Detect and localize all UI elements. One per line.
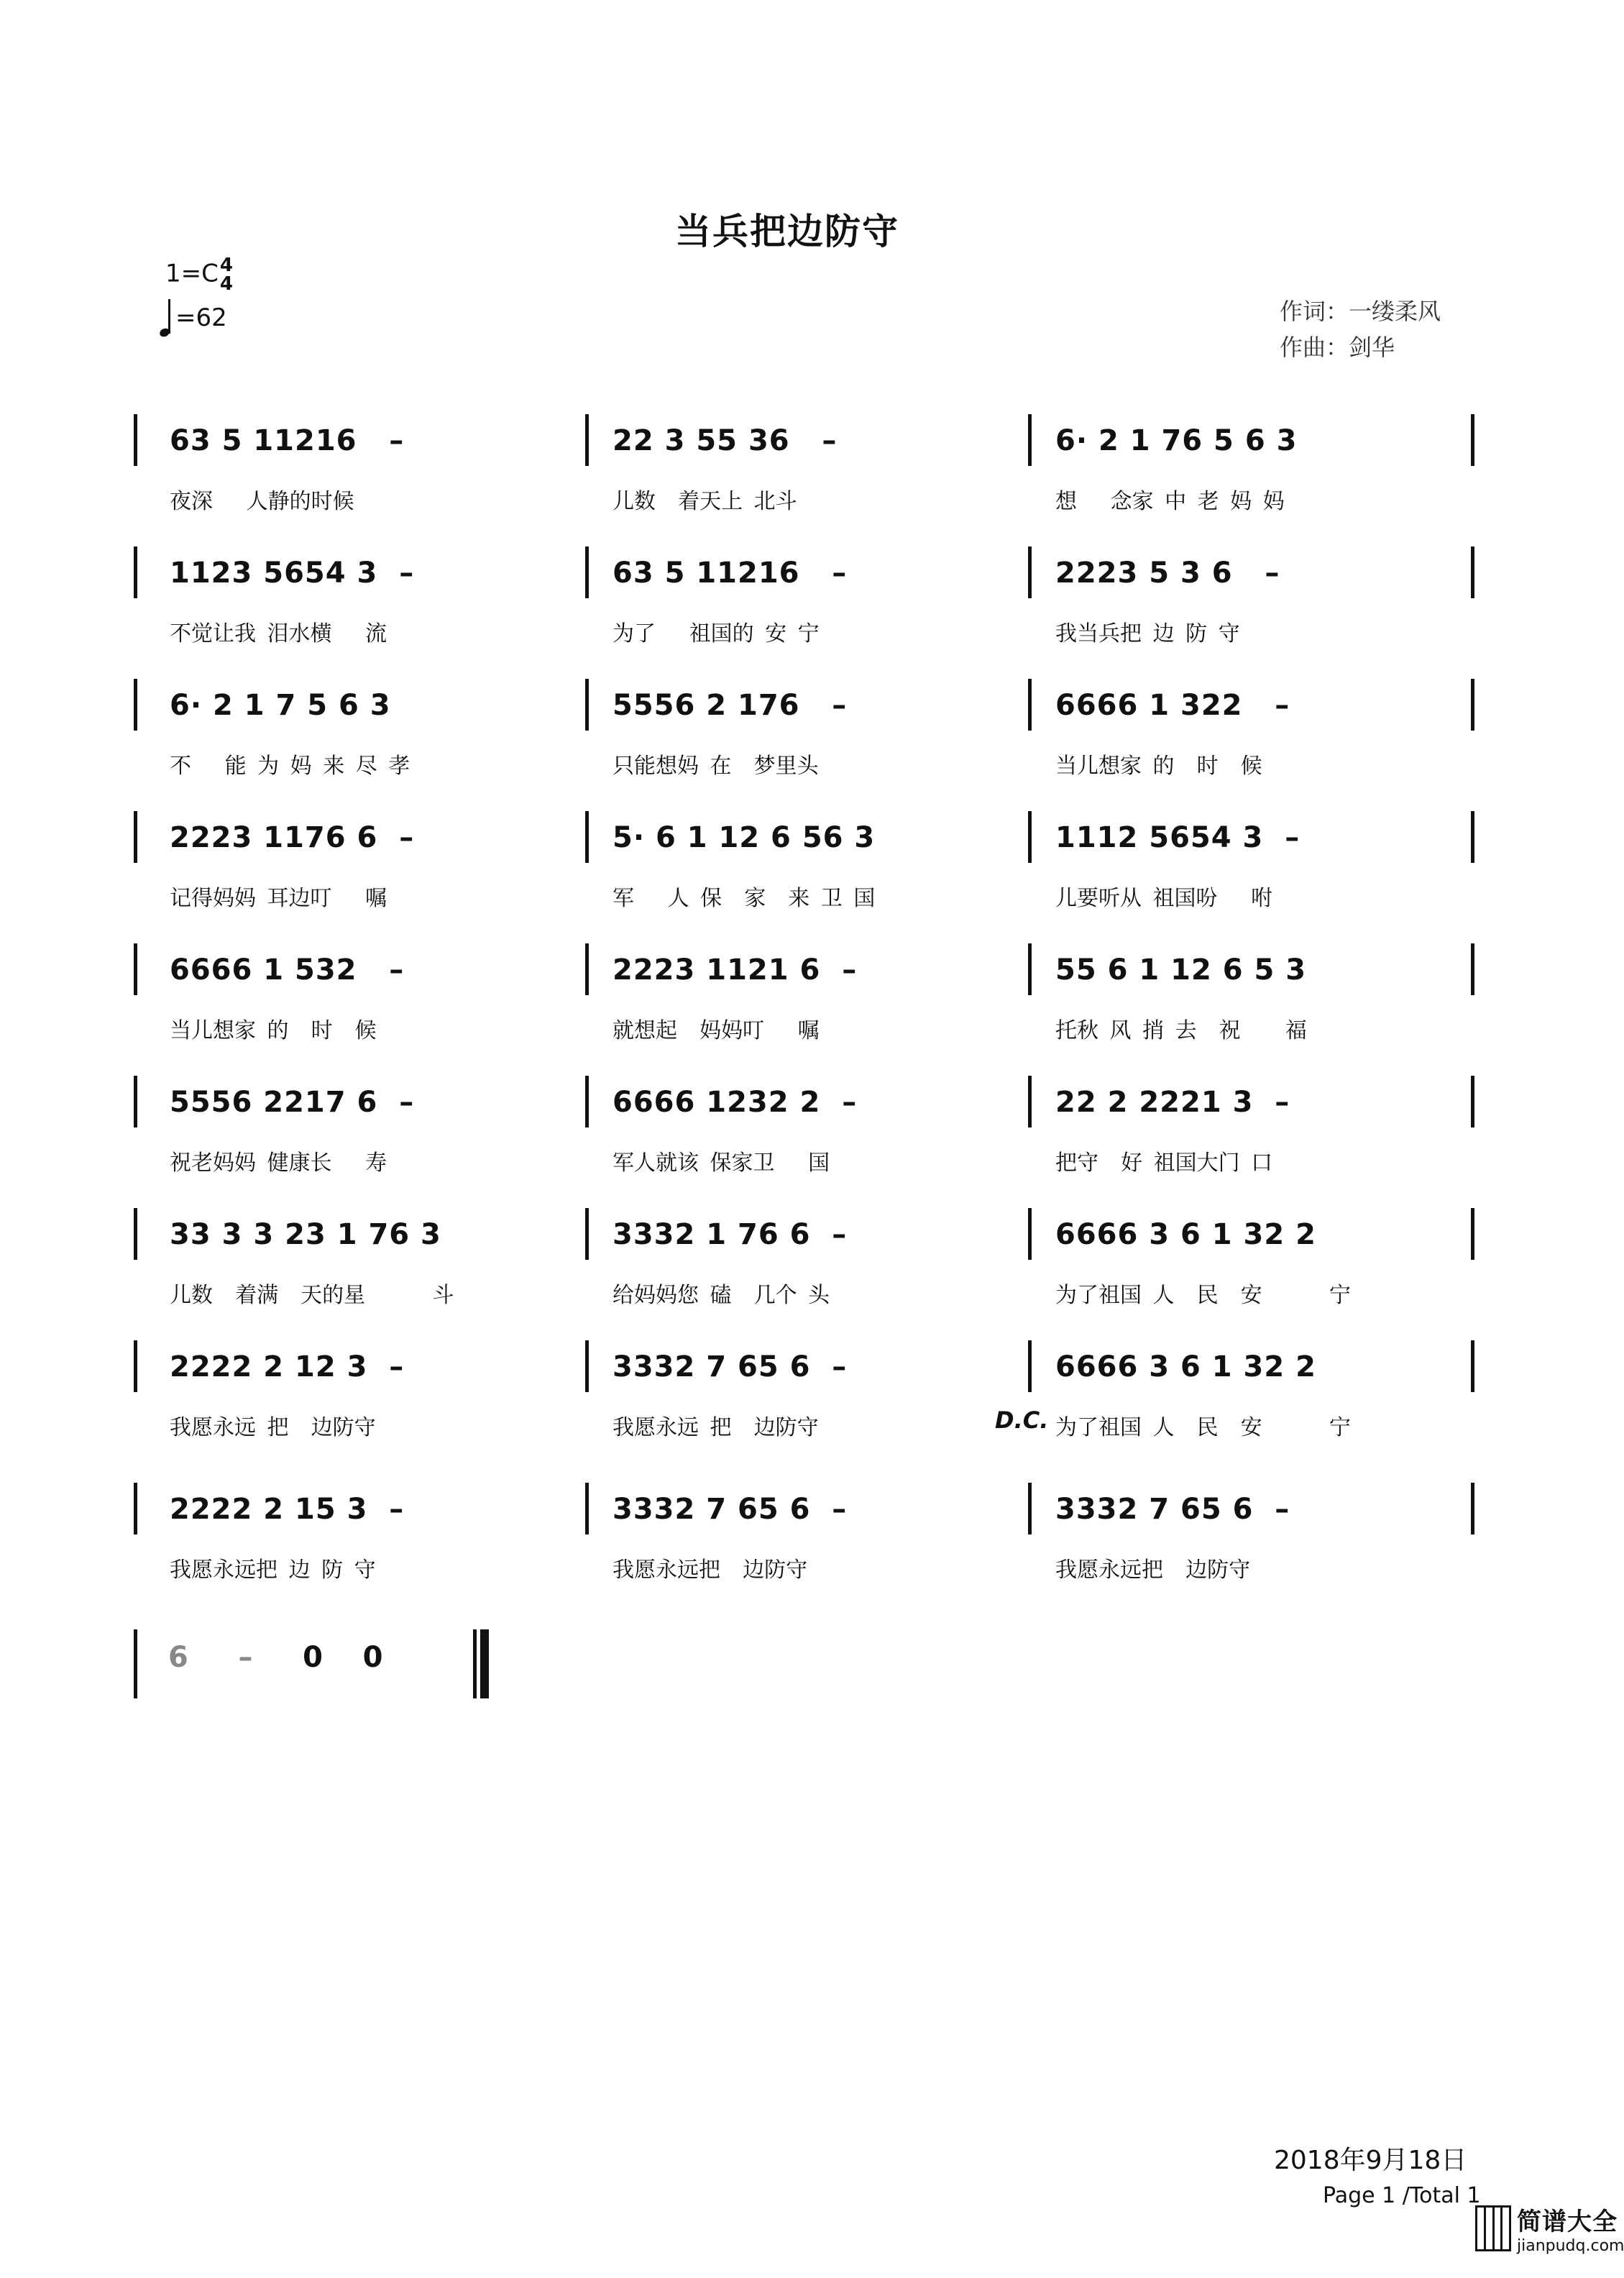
measure-notes: 6666 3 6 1 32 2 — [1055, 1218, 1316, 1251]
held-note: 6 — [168, 1641, 188, 1674]
barline — [1028, 943, 1032, 995]
barline — [134, 679, 137, 731]
watermark-logo — [1475, 2202, 1624, 2255]
barline — [585, 1208, 589, 1260]
piano-keys-icon — [1475, 2205, 1511, 2251]
measure-lyrics: 儿要听从 祖国吩 咐 — [1055, 886, 1273, 911]
rest-note: 0 — [303, 1641, 323, 1674]
barline — [1471, 943, 1474, 995]
barline — [585, 811, 589, 863]
final-barline-thick — [480, 1629, 489, 1698]
date-stamp: 2018年9月18日 — [1274, 2146, 1467, 2175]
barline — [1028, 1483, 1032, 1534]
measure-lyrics: 不觉让我 泪水横 流 — [170, 621, 387, 646]
barline — [585, 546, 589, 598]
measure-lyrics: 儿数 着满 天的星 斗 — [170, 1283, 454, 1308]
measure-lyrics: 我愿永远把 边防守 — [613, 1557, 808, 1583]
measure-notes: 3332 1 76 6 – — [613, 1218, 848, 1251]
measure-lyrics: 我愿永远把 边 防 守 — [170, 1557, 376, 1583]
barline — [585, 943, 589, 995]
barline — [1471, 546, 1474, 598]
measure-lyrics: 为了祖国 人 民 安 宁 — [1055, 1415, 1351, 1440]
measure-lyrics: 为了祖国 人 民 安 宁 — [1055, 1283, 1351, 1308]
measure-notes: 6666 3 6 1 32 2 — [1055, 1350, 1316, 1383]
measure-notes: 6666 1232 2 – — [613, 1086, 858, 1119]
measure-lyrics: 我愿永远 把 边防守 — [170, 1415, 376, 1440]
measure-notes: 1112 5654 3 – — [1055, 821, 1300, 854]
measure-notes: 3332 7 65 6 – — [613, 1493, 848, 1526]
measure-notes: 22 2 2221 3 – — [1055, 1086, 1290, 1119]
measure-notes: 6666 1 322 – — [1055, 689, 1290, 722]
measure-lyrics: 想 念家 中 老 妈 妈 — [1055, 489, 1285, 514]
barline — [134, 1208, 137, 1260]
barline — [1471, 1076, 1474, 1127]
barline — [134, 1340, 137, 1392]
measure-notes: 22 3 55 36 – — [613, 424, 838, 457]
measure-notes: 3332 7 65 6 – — [1055, 1493, 1290, 1526]
measure-lyrics: 就想起 妈妈叮 嘱 — [613, 1018, 820, 1043]
barline — [1028, 1208, 1032, 1260]
measure-notes: 2223 1176 6 – — [170, 821, 415, 854]
measure-lyrics: 记得妈妈 耳边叮 嘱 — [170, 886, 387, 911]
barline — [1471, 1208, 1474, 1260]
key-signature — [165, 256, 233, 293]
quarter-note-icon — [160, 298, 173, 338]
barline — [585, 1483, 589, 1534]
measure-notes: 2222 2 15 3 – — [170, 1493, 405, 1526]
measure-notes: 6666 1 532 – — [170, 953, 405, 987]
measure-lyrics: 当儿想家 的 时 候 — [1055, 754, 1262, 779]
time-signature: 4 4 — [219, 255, 233, 295]
barline — [585, 679, 589, 731]
dc-marker: D.C. — [995, 1406, 1049, 1434]
barline — [585, 1076, 589, 1127]
barline — [134, 414, 137, 466]
composer-credit: 作曲：剑华 — [1280, 334, 1395, 361]
barline — [1471, 414, 1474, 466]
measure-lyrics: 我当兵把 边 防 守 — [1055, 621, 1240, 646]
measure-lyrics: 夜深 人静的时候 — [170, 489, 354, 514]
measure-notes: 33 3 3 23 1 76 3 — [170, 1218, 441, 1251]
lyricist-credit: 作词：一缕柔风 — [1280, 298, 1441, 325]
barline — [1028, 679, 1032, 731]
measure-notes: 63 5 11216 – — [613, 557, 848, 590]
barline — [1028, 1340, 1032, 1392]
final-measure — [168, 1641, 383, 1674]
watermark-name: 简谱大全 — [1517, 2208, 1618, 2236]
barline — [585, 1340, 589, 1392]
watermark-site: jianpudq.com — [1517, 2237, 1624, 2255]
final-barline-thin — [473, 1629, 477, 1698]
measure-notes: 1123 5654 3 – — [170, 557, 415, 590]
dash: – — [238, 1641, 253, 1674]
measure-notes: 5556 2217 6 – — [170, 1086, 415, 1119]
measure-notes: 3332 7 65 6 – — [613, 1350, 848, 1383]
measure-lyrics: 军 人 保 家 来 卫 国 — [613, 886, 876, 911]
measure-notes: 5· 6 1 12 6 56 3 — [613, 821, 876, 854]
measure-notes: 5556 2 176 – — [613, 689, 848, 722]
measure-notes: 2222 2 12 3 – — [170, 1350, 405, 1383]
rest-note: 0 — [362, 1641, 383, 1674]
measure-lyrics: 祝老妈妈 健康长 寿 — [170, 1151, 387, 1176]
barline — [1471, 1340, 1474, 1392]
measure-notes: 63 5 11216 – — [170, 424, 405, 457]
measure-lyrics: 为了 祖国的 安 宁 — [613, 621, 820, 646]
barline — [134, 943, 137, 995]
measure-lyrics: 不 能 为 妈 来 尽 孝 — [170, 754, 410, 779]
measure-notes: 2223 5 3 6 – — [1055, 557, 1280, 590]
barline — [1028, 546, 1032, 598]
measure-lyrics: 儿数 着天上 北斗 — [613, 489, 797, 514]
barline — [134, 1629, 137, 1698]
tempo-marking — [160, 298, 227, 338]
barline — [134, 1076, 137, 1127]
barline — [585, 414, 589, 466]
measure-lyrics: 军人就该 保家卫 国 — [613, 1151, 830, 1176]
measure-lyrics: 托秋 风 捎 去 祝 福 — [1055, 1018, 1307, 1043]
barline — [1028, 414, 1032, 466]
barline — [134, 811, 137, 863]
barline — [1471, 811, 1474, 863]
measure-notes: 6· 2 1 7 5 6 3 — [170, 689, 391, 722]
song-title: 当兵把边防守 — [675, 211, 899, 252]
measure-lyrics: 把守 好 祖国大门 口 — [1055, 1151, 1273, 1176]
measure-lyrics: 只能想妈 在 梦里头 — [613, 754, 819, 779]
measure-lyrics: 我愿永远 把 边防守 — [613, 1415, 819, 1440]
barline — [1028, 1076, 1032, 1127]
measure-notes: 6· 2 1 76 5 6 3 — [1055, 424, 1298, 457]
barline — [1471, 1483, 1474, 1534]
tempo-text: =62 — [175, 303, 227, 332]
measure-lyrics: 当儿想家 的 时 候 — [170, 1018, 377, 1043]
measure-lyrics: 我愿永远把 边防守 — [1055, 1557, 1251, 1583]
barline — [134, 1483, 137, 1534]
barline — [1028, 811, 1032, 863]
measure-notes: 2223 1121 6 – — [613, 953, 858, 987]
page-number: Page 1 /Total 1 — [1323, 2183, 1481, 2208]
barline — [134, 546, 137, 598]
barline — [1471, 679, 1474, 731]
measure-lyrics: 给妈妈您 磕 几个 头 — [613, 1283, 830, 1308]
measure-notes: 55 6 1 12 6 5 3 — [1055, 953, 1307, 987]
key-text: 1=C — [165, 259, 219, 288]
